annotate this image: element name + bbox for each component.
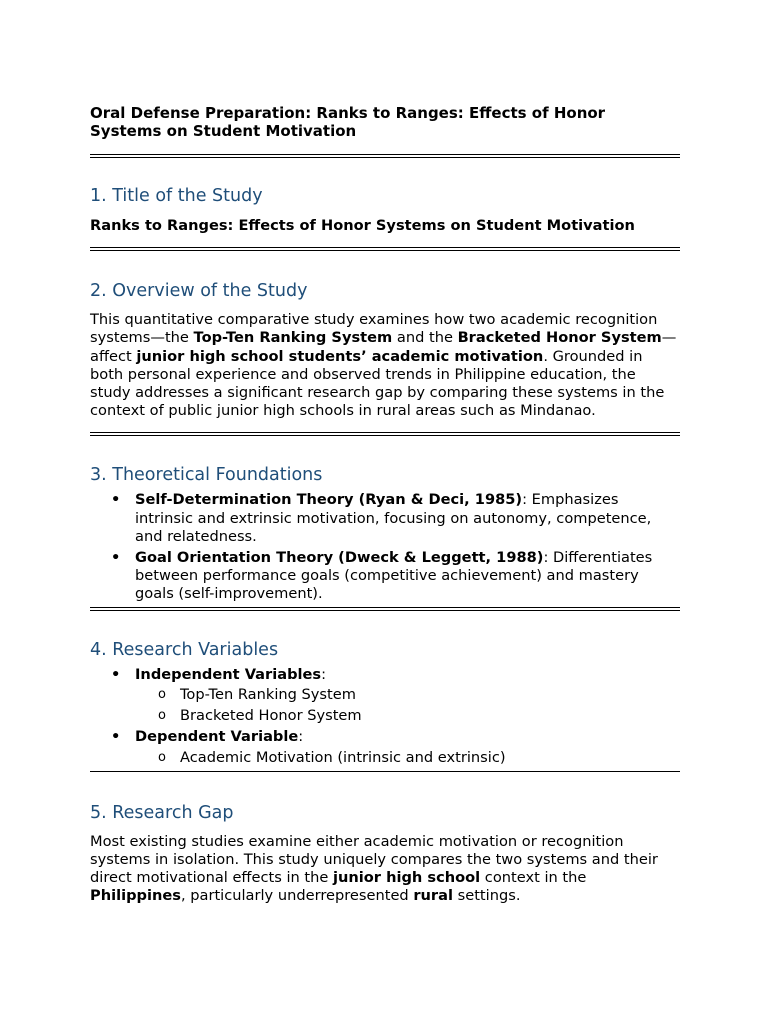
sub-bullet-icon: o — [158, 686, 166, 702]
list-item — [90, 491, 680, 546]
overview-text: . Grounded in both personal experience and observed trends in Philippine education, the study addresses a significant research gap by comparing these systems in the context of public junior high schools in rural areas such as Mindanao. — [90, 347, 665, 420]
list-item — [90, 705, 680, 726]
list-item — [90, 666, 680, 684]
research-gap-paragraph — [90, 833, 680, 906]
list-item — [90, 684, 680, 705]
sub-bullet-icon: o — [158, 707, 166, 723]
theory-description: : Differentiates between performance goals (competitive achievement) and mastery goals (self-improvement). — [135, 549, 653, 603]
overview-emphasis: Top-Ten Ranking System — [193, 329, 393, 347]
document-title: Oral Defense Preparation: Ranks to Ranges: Effects of Honor Systems on Student Motivation — [90, 104, 606, 140]
independent-variables-list — [90, 684, 680, 726]
document-page — [90, 104, 680, 906]
section-divider — [90, 432, 680, 436]
theory-description: : Emphasizes intrinsic and extrinsic motivation, focusing on autonomy, competence, and relatedness. — [135, 491, 652, 545]
gap-text: context in the — [480, 869, 587, 887]
variable-group-colon: : — [298, 727, 304, 745]
gap-emphasis: rural — [413, 887, 453, 905]
gap-emphasis: junior high school — [332, 869, 481, 887]
gap-emphasis: Philippines — [90, 887, 181, 905]
variable-item: Top-Ten Ranking System — [180, 685, 356, 703]
section-divider — [90, 771, 680, 772]
bullet-icon: • — [111, 665, 121, 683]
overview-text: —affect — [90, 329, 677, 365]
theory-name: Goal Orientation Theory (Dweck & Leggett, 1988) — [135, 549, 544, 567]
study-title-text: Ranks to Ranges: Effects of Honor Systems on Student Motivation — [90, 217, 635, 234]
bullet-icon: • — [111, 549, 121, 567]
overview-emphasis: Bracketed Honor System — [457, 329, 662, 347]
bullet-icon: • — [111, 491, 121, 509]
variables-list — [90, 726, 680, 747]
variable-item: Bracketed Honor System — [180, 706, 362, 724]
list-item — [90, 747, 680, 768]
dependent-variables-list — [90, 747, 680, 768]
section-divider — [90, 154, 680, 158]
section-heading-overview: 2. Overview of the Study — [90, 281, 308, 302]
overview-text: and the — [392, 329, 458, 347]
section-heading-research-gap: 5. Research Gap — [90, 802, 234, 823]
section-heading-title-of-study: 1. Title of the Study — [90, 186, 263, 206]
variable-group-colon: : — [321, 665, 327, 683]
gap-text: Most existing studies examine either academic motivation or recognition systems in isolation. This study uniquely compares the two systems and their direct motivational effects in the — [90, 832, 658, 887]
section-heading-research-variables: 4. Research Variables — [90, 639, 279, 660]
section-divider — [90, 607, 680, 611]
variables-list — [90, 666, 680, 684]
section-divider — [90, 247, 680, 251]
section-heading-theoretical-foundations: 3. Theoretical Foundations — [90, 465, 323, 486]
variable-group-label: Independent Variables — [135, 665, 322, 683]
theory-list — [90, 491, 680, 603]
variable-group-label: Dependent Variable — [135, 727, 299, 745]
gap-text: settings. — [452, 887, 521, 905]
overview-paragraph — [90, 311, 680, 420]
bullet-icon: • — [111, 727, 121, 745]
gap-text: , particularly underrepresented — [180, 887, 414, 905]
list-item — [90, 549, 680, 604]
overview-emphasis: junior high school students’ academic motivation — [136, 347, 544, 365]
list-item — [90, 726, 680, 747]
overview-text: This quantitative comparative study examines how two academic recognition systems—the — [90, 311, 658, 347]
theory-name: Self-Determination Theory (Ryan & Deci, 1985) — [135, 491, 523, 509]
sub-bullet-icon: o — [158, 749, 166, 765]
variable-item: Academic Motivation (intrinsic and extrinsic) — [180, 748, 506, 766]
